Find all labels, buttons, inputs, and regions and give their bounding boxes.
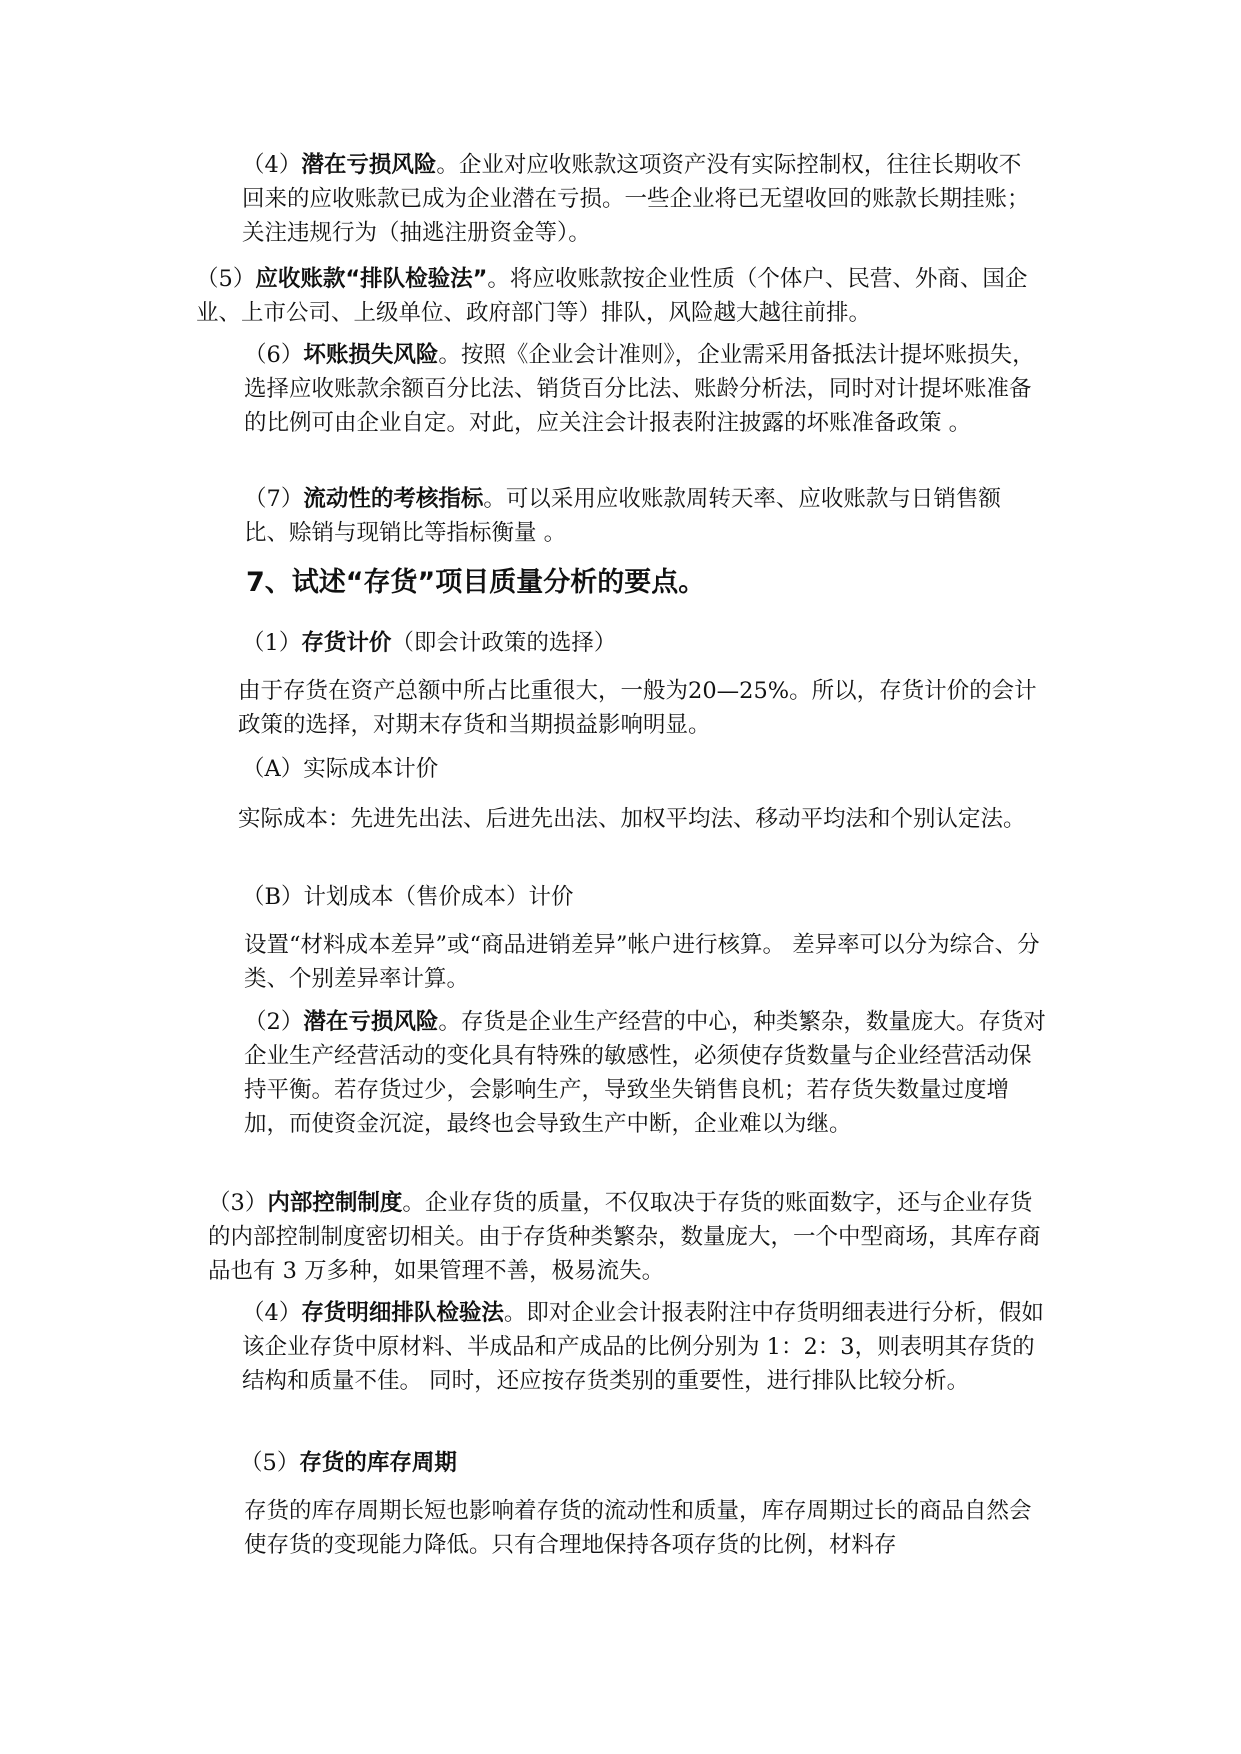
paragraph-number: （1） [242, 630, 302, 656]
paragraph-number: （2） [244, 1009, 304, 1035]
paragraph-bad-debt-risk [244, 338, 1044, 440]
paragraph-number: （5） [196, 266, 256, 292]
paragraph-text: 。可以采用应收账款周转天率、应收账款与日销售额比、赊销与现销比等指标衡量 。 [244, 486, 1001, 546]
paragraph-valuation-body: 由于存货在资产总额中所占比重很大，一般为20—25%。所以，存货计价的会计政策的选择，对期末存货和当期损益影响明显。 [238, 678, 1037, 738]
paragraph-internal-control [208, 1186, 1048, 1288]
paragraph-term: 流动性的考核指标 [303, 486, 484, 512]
paragraph-inventory-ranking [242, 1296, 1050, 1398]
paragraph-text: 。存货是企业生产经营的中心，种类繁杂，数量庞大。存货对企业生产经营活动的变化具有特殊的敏感性，必须使存货数量与企业经营活动保持平衡。若存货过少，会影响生产，导致坐失销售良机；若存货失数量过度增加，而使资金沉淀，最终也会导致生产中断，企业难以为继。 [244, 1009, 1046, 1137]
paragraph-number: （7） [244, 486, 304, 512]
paragraph-actual-cost-body: 实际成本：先进先出法、后进先出法、加权平均法、移动平均法和个别认定法。 [238, 806, 1026, 832]
paragraph-planned-cost-body: 设置“材料成本差异”或“商品进销差异”帐户进行核算。 差异率可以分为综合、分类、个别差异率计算。 [244, 932, 1040, 992]
paragraph-number: （6） [244, 342, 304, 368]
paragraph-text: 。按照《企业会计准则》，企业需采用备抵法计提坏账损失，选择应收账款余额百分比法、销货百分比法、账龄分析法，同时对计提坏账准备的比例可由企业自定。对此，应关注会计报表附注披露的坏账准备政策 。 [244, 342, 1035, 436]
paragraph-term: 存货的库存周期 [299, 1450, 457, 1476]
paragraph-term: 内部控制制度 [267, 1190, 403, 1216]
paragraph-number: （4） [242, 1300, 302, 1326]
section-heading: 7、试述“存货”项目质量分析的要点。 [246, 567, 706, 598]
paragraph-term: 坏账损失风险 [303, 342, 439, 368]
paragraph-inventory-cycle-body: 存货的库存周期长短也影响着存货的流动性和质量，库存周期过长的商品自然会使存货的变现能力降低。只有合理地保持各项存货的比例，材料存 [244, 1498, 1032, 1558]
paragraph-inventory-valuation [242, 626, 1042, 660]
paragraph-number: （5） [240, 1450, 300, 1476]
paragraph-text: 。企业对应收账款这项资产没有实际控制权，往往长期收不回来的应收账款已成为企业潜在亏损。一些企业将已无望收回的账款长期挂账；关注违规行为（抽逃注册资金等）。 [242, 152, 1030, 246]
paragraph-text: 。企业存货的质量，不仅取决于存货的账面数字，还与企业存货的内部控制制度密切相关。由于存货种类繁杂，数量庞大，一个中型商场，其库存商品也有 3 万多种，如果管理不善，极易流失。 [208, 1190, 1041, 1284]
paragraph-term: 存货计价 [301, 630, 392, 656]
paragraph-text: 。即对企业会计报表附注中存货明细表进行分析，假如该企业存货中原材料、半成品和产成品的比例分别为 1：2：3，则表明其存货的结构和质量不佳。 同时，还应按存货类别的重要性，进行排队比较分析。 [242, 1300, 1044, 1394]
paragraph-number: （3） [208, 1190, 268, 1216]
paragraph-planned-cost: （B）计划成本（售价成本）计价 [242, 884, 574, 910]
paragraph-term: 潜在亏损风险 [301, 152, 437, 178]
paragraph-text: 。将应收账款按企业性质（个体户、民营、外商、国企业、上市公司、上级单位、政府部门等）排队，风险越大越往前排。 [196, 266, 1028, 326]
paragraph-term: 存货明细排队检验法 [301, 1300, 504, 1326]
paragraph-term: 潜在亏损风险 [303, 1009, 439, 1035]
paragraph-actual-cost: （A）实际成本计价 [242, 756, 439, 782]
paragraph-receivable-ranking [196, 262, 1048, 330]
paragraph-inventory-loss-risk [244, 1005, 1046, 1141]
paragraph-term: 应收账款“排队检验法” [255, 266, 488, 292]
paragraph-liquidity-indicators [244, 482, 1044, 550]
paragraph-latent-loss-risk [242, 148, 1042, 250]
paragraph-number: （4） [242, 152, 302, 178]
paragraph-text: （即会计政策的选择） [391, 630, 617, 656]
paragraph-inventory-cycle [240, 1446, 1040, 1480]
